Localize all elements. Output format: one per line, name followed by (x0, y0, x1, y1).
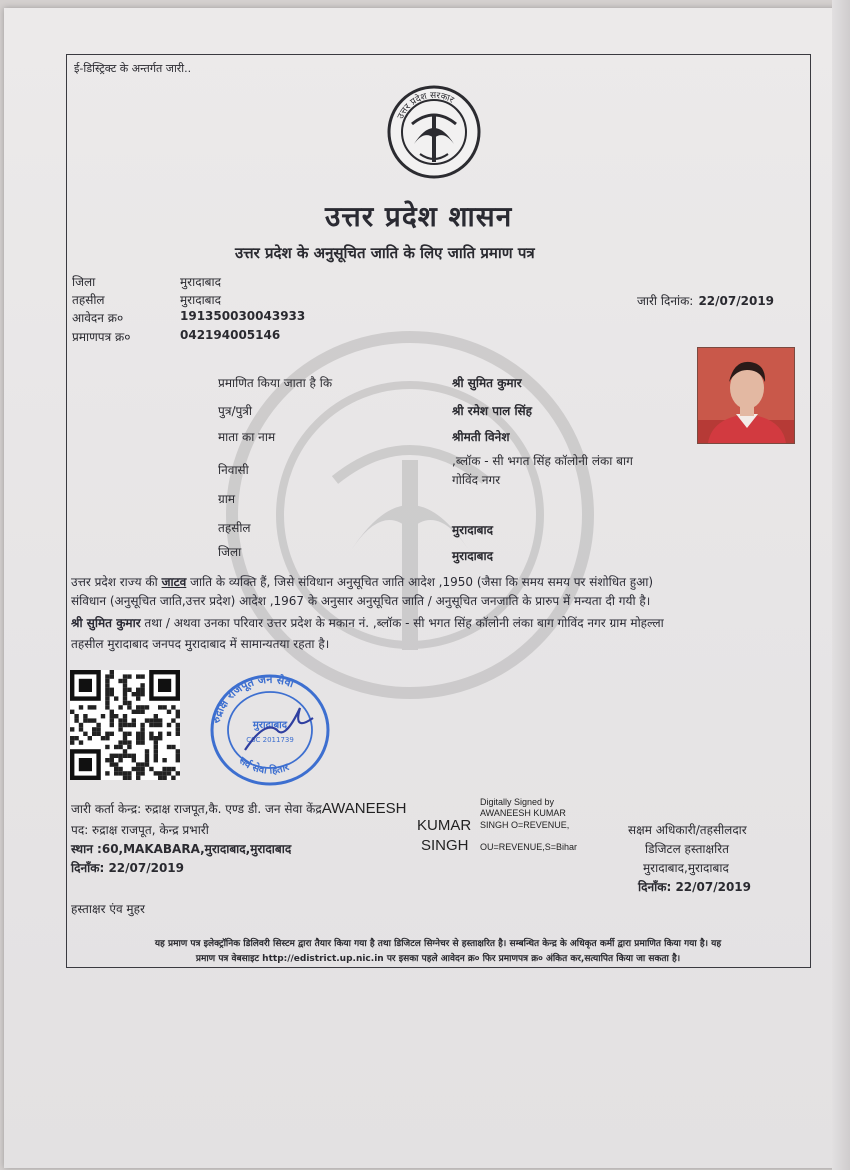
authority-line-3: मुरादाबाद,मुरादाबाद (643, 861, 729, 875)
tehsil-label: तहसील (72, 293, 105, 307)
certificate-label: प्रमाणपत्र क्र० (72, 330, 131, 344)
svg-text:सर्व सेवा हितार (236, 755, 292, 777)
son-of-label: पुत्र/पुत्री (218, 404, 253, 418)
mother-name: श्रीमती विनेश (452, 430, 510, 444)
paragraph-line-1-start: उत्तर प्रदेश राज्य की (71, 575, 162, 589)
tehsil-value: मुरादाबाद (180, 293, 222, 307)
details-tehsil-label: तहसील (218, 521, 251, 535)
emblem-text: उत्तर प्रदेश सरकार (395, 90, 456, 121)
certificate-number: 042194005146 (180, 328, 281, 342)
stamp-center-text: मुरादाबाद (252, 720, 288, 731)
paragraph-line-1-end: जाति के व्यक्ति हैं, जिसे संविधान अनुसूचित जाति आदेश ,1950 (जैसा कि समय समय पर संशोधित हुआ) (186, 575, 654, 589)
issuer-center (71, 800, 406, 817)
issuer-center-line: जारी कर्ता केन्द्र: रुद्राक्ष राजपूत,कै. एण्ड डी. जन सेवा केंद्र (71, 802, 322, 816)
footer-line-1: यह प्रमाण पत्र इलेक्ट्रॉनिक डिलिवरी सिस्टम द्वारा तैयार किया गया है तथा डिजिटल सिग्नेचर से हस्ताक्षरित है। सम्बन्धित केन्द्र के अधिकृत कर्मी द्वारा प्रमाणित किया गया है। यह (154, 939, 722, 949)
paragraph-line-4: तहसील मुरादाबाद जनपद मुरादाबाद में सामान्यतया रहता है। (71, 637, 330, 651)
paragraph-line-2: संविधान (अनुसूचित जाति,उत्तर प्रदेश) आदेश ,1967 के अनुसार अनुसूचित जाति / अनुसूचित जनजाति के प्रारुप में मन्यता दी गयी है। (71, 594, 651, 608)
certified-label: प्रमाणित किया जाता है कि (218, 376, 333, 390)
application-label: आवेदन क्र० (72, 311, 124, 325)
details-district-label: जिला (218, 545, 242, 559)
application-number: 191350030043933 (180, 309, 306, 323)
caste-name: जाटव (161, 575, 187, 589)
page-title: उत्तर प्रदेश शासन (325, 200, 513, 233)
issue-date-value: 22/07/2019 (698, 294, 775, 308)
issuer-place: स्थान :60,MAKABARA,मुरादाबाद,मुरादाबाद (71, 842, 292, 856)
paper-edge (832, 0, 850, 1170)
resident-label: निवासी (218, 463, 249, 477)
resident-address-line2: गोविंद नगर (452, 473, 501, 487)
signature-label: हस्ताक्षर एंव मुहर (71, 902, 145, 916)
village-label: ग्राम (218, 492, 236, 506)
stamp-code: CSC 2011739 (246, 736, 294, 744)
footer-note (80, 937, 796, 967)
dsig-detail-4: OU=REVENUE,S=Bihar (480, 842, 578, 852)
district-value: मुरादाबाद (180, 275, 222, 289)
stamp-bottom-text: सर्व सेवा हितार (236, 755, 291, 777)
resident-address-line1: ,ब्लॉक - सी भगत सिंह कॉलोनी लंका बाग (452, 454, 633, 468)
top-note: ई-डिस्ट्रिक्ट के अन्तर्गत जारी.. (74, 62, 192, 75)
authority-date: दिनाँक: 22/07/2019 (638, 880, 752, 894)
paragraph-applicant-name: श्री सुमित कुमार (71, 616, 141, 630)
authority-line-2: डिजिटल हस्ताक्षरित (645, 842, 729, 856)
issue-date (637, 290, 774, 309)
dsig-detail-2: AWANEESH KUMAR (480, 808, 566, 818)
paragraph-line-1 (71, 573, 653, 590)
applicant-name: श्री सुमित कुमार (452, 376, 522, 390)
dsig-detail-3: SINGH O=REVENUE, (480, 820, 570, 830)
details-tehsil-value: मुरादाबाद (452, 523, 494, 537)
stamp-top-text: रुद्राक्ष राजपूत जन सेवा (209, 672, 296, 725)
footer-line-2: प्रमाण पत्र वेबसाइट http://edistrict.up.nic.in पर इसका पहले आवेदन क्र० फिर प्रमाणपत्र क्र० अंकित कर,सत्यापित किया जा सकता है। (195, 954, 681, 964)
mother-label: माता का नाम (218, 430, 276, 444)
applicant-photo (697, 347, 795, 444)
qr-code[interactable] (70, 670, 180, 780)
father-name: श्री रमेश पाल सिंह (452, 404, 533, 418)
details-district-value: मुरादाबाद (452, 549, 494, 563)
paragraph-line-3 (71, 614, 664, 631)
dsig-detail-1: Digitally Signed by (480, 797, 555, 807)
person-photo-icon (698, 348, 794, 443)
center-stamp (205, 670, 335, 790)
issuer-date: दिनाँक: 22/07/2019 (71, 861, 185, 875)
district-label: जिला (72, 275, 96, 289)
issuer-post: पद: रुद्राक्ष राजपूत, केन्द्र प्रभारी (71, 823, 209, 837)
dsig-name-1: AWANEESH (321, 800, 407, 817)
certificate-subtitle: उत्तर प्रदेश के अनुसूचित जाति के लिए जाति प्रमाण पत्र (235, 244, 535, 262)
paragraph-line-3-rest: तथा / अथवा उनका परिवार उत्तर प्रदेश के मकान नं. ,ब्लॉक - सी भगत सिंह कॉलोनी लंका बाग गोविंद नगर ग्राम मोहल्ला (140, 616, 664, 630)
dsig-name-3: SINGH (421, 837, 469, 854)
up-government-emblem (386, 84, 482, 180)
authority-line-1: सक्षम अधिकारी/तहसीलदार (628, 823, 747, 837)
dsig-name-2: KUMAR (417, 817, 472, 834)
issue-date-label: जारी दिनांक: (637, 294, 694, 308)
